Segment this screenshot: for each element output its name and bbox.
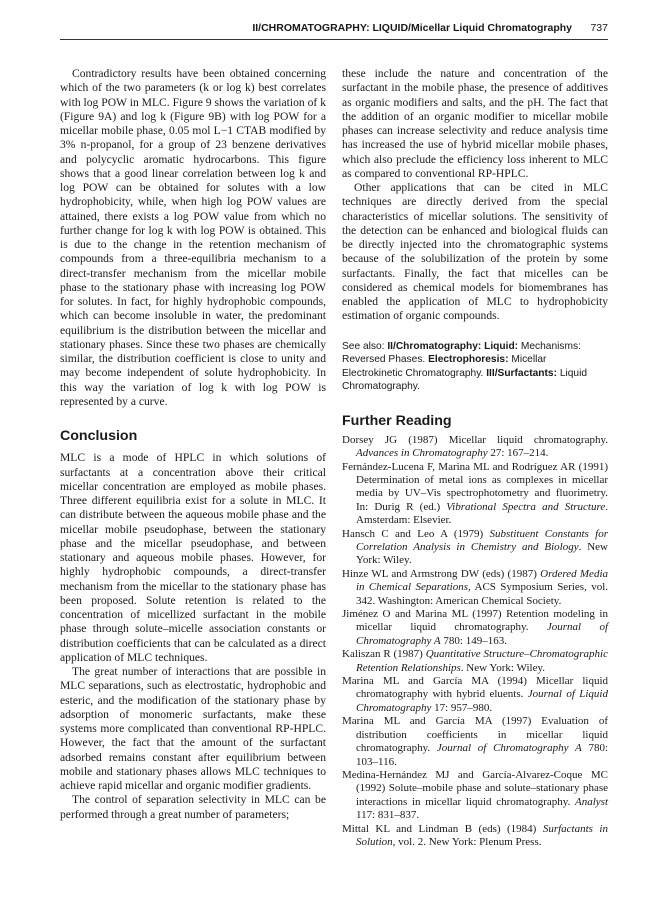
reference-item: Hansch C and Leo A (1979) Substituent Constants for Correlation Analysis in Chemistry and Biology. New York: Wiley. [342, 527, 608, 567]
paragraph-selectivity: these include the nature and concentration of the surfactant in the mobile phase, the presence of additives as organic modifiers and salts, and the pH. The fact that the addition of an organic modifier to micellar mobile phases can increase selectivity and reduce analysis time has increased the use of hybrid micellar mobile phases, which also preclude the efficiency loss inherent to MLC as compared to conventional RP-HPLC. [342, 67, 608, 180]
page-number: 737 [590, 22, 608, 34]
see-also-link-2-section[interactable]: Electrophoresis: [428, 354, 509, 365]
conclusion-heading: Conclusion [60, 428, 138, 444]
conclusion-paragraph-1: MLC is a mode of HPLC in which solutions of surfactants at a concentration above their critical micellar concentration are employed as mobile phases. Three different equilibria exist for a solute in MLC. It can distribute between the aqueous mobile phase and the micellar mobile pseudophase, between the stationary phase and the micellar pseudophase, and between stationary and aqueous mobile phases. However, for highly hydrophobic compounds, a direct-transfer mechanism from the micellar to the stationary phase has been proposed. Solute retention is related to the concentration of micellized surfactant in the mobile phase through solute–micelle association constants or distribution coefficients that can be calculated as a direct application of MLC techniques. [60, 451, 326, 664]
reference-item: Jiménez O and Marina ML (1997) Retention modeling in micellar liquid chromatography. Journal of Chromatography A 780: 149–163. [342, 608, 608, 647]
reference-item: Kaliszan R (1987) Quantitative Structure–Chromatographic Retention Relationships. New York: Wiley. [342, 648, 608, 674]
see-also-link-3-section[interactable]: III/Surfactants: [486, 367, 557, 379]
paragraph-applications: Other applications that can be cited in MLC techniques are directly derived from the special characteristics of micellar solutions. The sensitivity of the detection can be enhanced and biological fluids can be directly injected into the chromatographic systems because of the solubilization of the protein by some surfactants. Finally, the fact that micelles can be considered as chemical models for biomembranes has enabled the application of MLC to hydrophobicity estimation of organic compounds. [342, 181, 608, 323]
running-header [60, 22, 608, 36]
conclusion-paragraph-3: The control of separation selectivity in MLC can be performed through a great number of parameters; [60, 793, 326, 821]
left-column [60, 67, 326, 822]
see-also-link-2[interactable]: Micellar Electrokinetic Chromatography. [342, 354, 547, 379]
reference-item: Medina-Hernández MJ and García-Alvarez-Coque MC (1992) Solute–mobile phase and solute–stationary phase interactions in micellar liquid chromatography. Analyst 117: 831–837. [342, 768, 608, 822]
see-also-label: See also: [342, 340, 385, 352]
reference-list [342, 434, 608, 850]
right-column [342, 67, 608, 849]
see-also-link-1-section[interactable]: II/Chromatography: Liquid: [387, 340, 519, 352]
conclusion-paragraph-2: The great number of interactions that are possible in MLC separations, such as electrostatic, hydrophobic and esteric, and the modification of the stationary phase by adsorption of monomeric surfactants, make these systems more complicated than conventional RP-HPLC. However, the fact that the amount of the surfactant adsorbed remains constant after equilibrium between mobile and stationary phases allows MLC techniques to achieve rapid micellar and organic modifier gradients. [60, 665, 326, 792]
reference-item: Marina ML and García MA (1994) Micellar liquid chromatography with hybrid eluents. Journal of Liquid Chromatography 17: 957–980. [342, 675, 608, 714]
reference-item: Mittal KL and Lindman B (eds) (1984) Surfactants in Solution, vol. 2. New York: Plenum Press. [342, 822, 608, 848]
reference-item: Dorsey JG (1987) Micellar liquid chromatography. Advances in Chromatography 27: 167–214. [342, 433, 608, 460]
reference-item: Fernández-Lucena F, Marina ML and Rodríguez AR (1991) Determination of metal ions as complexes in micellar media by UV–Vis spectrophotometry and fluorimetry. In: Durig R (ed.) Vibrational Spectra and Structure. Amsterdam: Elsevier. [342, 460, 608, 527]
see-also [342, 340, 608, 394]
further-reading-heading: Further Reading [342, 412, 452, 429]
running-title: II/CHROMATOGRAPHY: LIQUID/Micellar Liquid Chromatography [252, 22, 572, 34]
see-also-link-1[interactable]: Mechanisms: Reversed Phases. [342, 340, 581, 365]
reference-item: Marina ML and García MA (1997) Evaluation of distribution coefficients in micellar liquid chromatography. Journal of Chromatography A 780: 103–116. [342, 715, 609, 768]
reference-item: Hinze WL and Armstrong DW (eds) (1987) Ordered Media in Chemical Separations, ACS Symposium Series, vol. 342. Washington: American Chemical Society. [342, 567, 608, 607]
see-also-link-3[interactable]: Liquid Chromatography. [342, 367, 588, 392]
paragraph-correlation: Contradictory results have been obtained concerning which of the two parameters (k or log k) best correlates with log POW in MLC. Figure 9 shows the variation of k (Figure 9A) and log k (Figure 9B) with log POW for a micellar mobile phase, 0.05 mol L−1 CTAB modified by 3% n-propanol, for a group of 23 benzene derivatives and polycyclic aromatic hydrocarbons. This figure shows that a good linear correlation between log k and log POW can be obtained for solutes with a low hydrophobicity, while, when high log POW values are attained, there exists a log POW value from which no further change for log k with log POW is obtained. This is due to the change in the retention mechanism of compounds from a three-equilibria mechanism to a direct-transfer mechanism from the micellar mobile phase to the stationary phase with increasing log POW for solutes. In fact, for highly hydrophobic compounds, which can become insoluble in water, the predominant equilibrium is the distribution between the micellar and stationary phases. Since these two phases are chemically similar, the distribution coefficient is close to unity and may become independent of solute hydrophobicity. In this way the variation of log k with log POW is represented by a curve. [60, 67, 326, 408]
header-rule [60, 39, 608, 40]
